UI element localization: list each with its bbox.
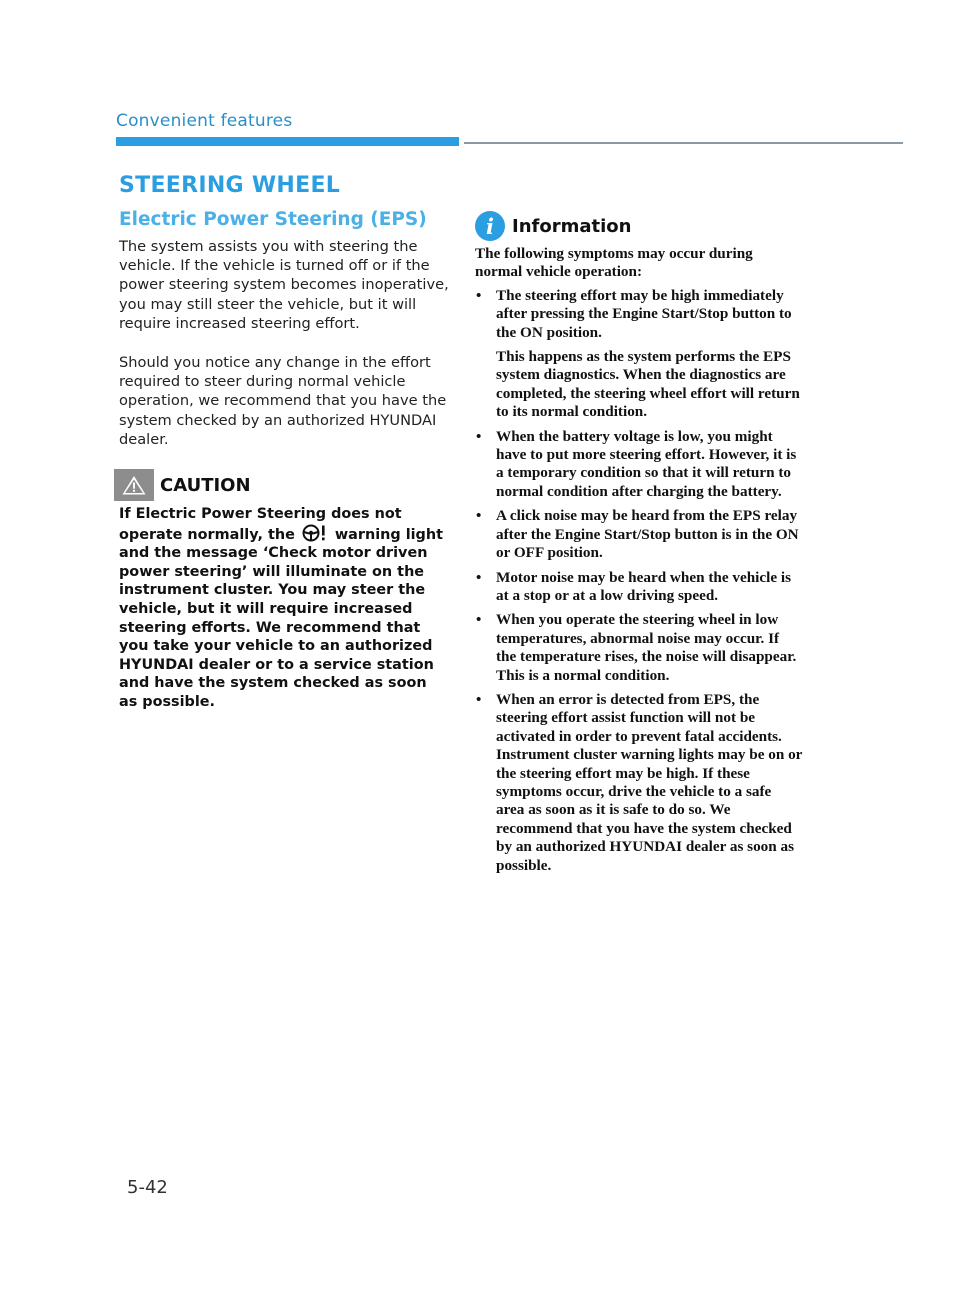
list-item-text: This happens as the system performs the EPS system diagnostics. When the diagnostics are completed, the steering wheel effort will return to its normal condition. — [496, 348, 800, 421]
caution-text-before: If Electric Power Steering does not operate normally, the — [119, 506, 402, 543]
information-label: Information — [512, 215, 632, 237]
bullet-icon: • — [476, 568, 482, 586]
header-rule — [464, 142, 903, 144]
list-item — [475, 691, 803, 875]
info-icon: i — [475, 211, 505, 241]
chapter-title: Convenient features — [116, 111, 293, 131]
information-body — [475, 245, 803, 881]
bullet-icon: • — [476, 507, 482, 525]
list-item-text: When an error is detected from EPS, the steering effort assist function will not be activated in order to prevent fatal accidents. Instrument cluster warning lights may be on or the steering effort may be high. If these symptoms occur, drive the vehicle to a safe area as soon as it is safe to do so. We recommend that you have the system checked by an authorized HYUNDAI dealer as soon as possible. — [496, 690, 803, 874]
section-title: STEERING WHEEL — [119, 173, 341, 198]
steering-wheel-warning-icon — [302, 524, 328, 542]
information-list — [475, 287, 803, 875]
list-item — [475, 428, 803, 502]
bullet-icon: • — [476, 427, 482, 445]
information-header — [475, 211, 631, 241]
bullet-icon: • — [476, 611, 482, 629]
page-number: 5-42 — [127, 1177, 168, 1198]
caution-text-after: warning light and the message ‘Check motor driven power steering’ will illuminate on the instrument cluster. You may steer the vehicle, but it will require increased steering efforts. We recommend that you take your vehicle to an authorized HYUNDAI dealer or to a service station and have the system checked as soon as possible. — [119, 526, 443, 710]
subsection-title: Electric Power Steering (EPS) — [119, 209, 427, 230]
intro-paragraph-2: Should you notice any change in the effort required to steer during normal vehicle operation, we recommend that you have the system checked by an authorized HYUNDAI dealer. — [119, 354, 447, 448]
list-item — [475, 287, 803, 422]
caution-body — [119, 505, 449, 712]
information-intro: The following symptoms may occur during normal vehicle operation: — [475, 245, 753, 281]
bullet-icon: • — [476, 690, 482, 708]
list-item-text: The steering effort may be high immediately after pressing the Engine Start/Stop button to the ON position. — [496, 286, 792, 341]
list-item — [475, 507, 803, 562]
list-item-text: Motor noise may be heard when the vehicle is at a stop or at a low driving speed. — [496, 568, 792, 604]
caution-header — [114, 469, 251, 501]
list-item-text: A click noise may be heard from the EPS relay after the Engine Start/Stop button is in the ON or OFF position. — [496, 507, 799, 562]
warning-triangle-icon — [114, 469, 154, 501]
list-item-text: When the battery voltage is low, you might have to put more steering effort. However, it is a temporary condition so that it will return to normal condition after charging the battery. — [496, 427, 797, 500]
list-item-text: When you operate the steering wheel in low temperatures, abnormal noise may occur. If the temperature rises, the noise will disappear. This is a normal condition. — [496, 611, 797, 684]
caution-label: CAUTION — [160, 474, 251, 496]
header-accent-bar — [116, 137, 459, 146]
bullet-icon: • — [476, 286, 482, 304]
list-item — [475, 611, 803, 685]
intro-paragraph-1: The system assists you with steering the vehicle. If the vehicle is turned off or if the power steering system becomes inoperative, you may still steer the vehicle, but it will require increased steering effort. — [119, 238, 449, 332]
list-item — [475, 569, 803, 606]
